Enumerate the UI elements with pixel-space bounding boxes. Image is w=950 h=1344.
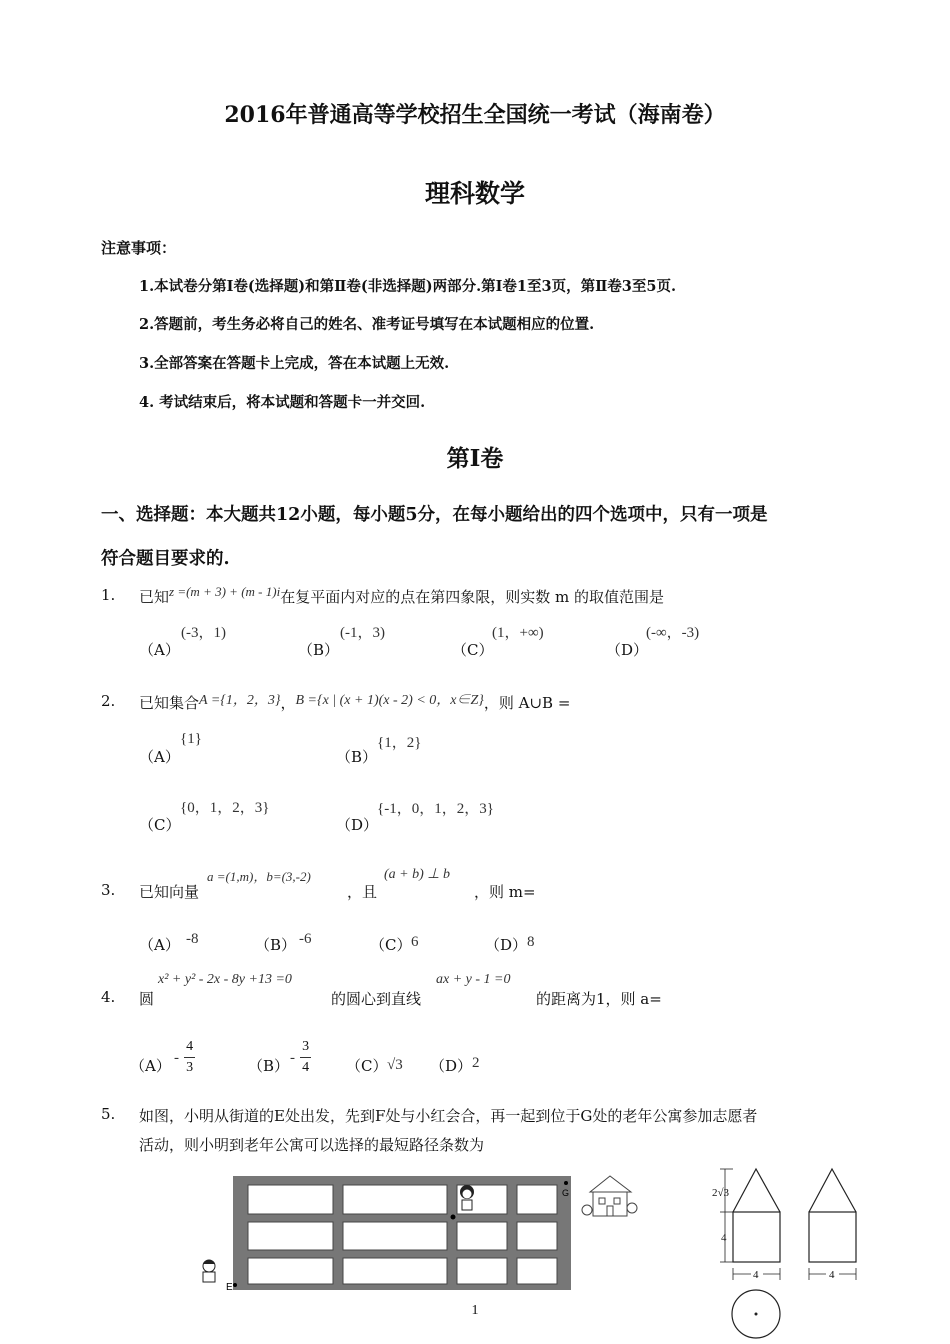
q4-circle-eq: x² + y² - 2x - 8y +13 =0 (158, 972, 292, 987)
option-value: {-1，0，1，2，3} (377, 801, 494, 817)
question-number: 4. (101, 988, 116, 1006)
option-value: (-1，3) (340, 625, 385, 641)
question-post: 的距离为1，则 a= (536, 990, 662, 1008)
question-number: 3. (101, 881, 116, 899)
front-view (733, 1169, 780, 1262)
section-heading-line2: 符合题目要求的. (101, 549, 230, 569)
option-value: {1} (180, 731, 202, 747)
dimension-lines (720, 1169, 856, 1280)
point-g (564, 1181, 568, 1185)
option-value: (-∞，-3) (646, 625, 700, 641)
dim-base-label: 4 (829, 1269, 835, 1281)
q2-set-a: A ={1，2，3} (199, 693, 281, 708)
option-value: {0，1，2，3} (180, 800, 270, 816)
q4-line-eq: ax + y - 1 =0 (436, 972, 511, 987)
option-value: -8 (186, 931, 199, 947)
exam-title: 2016年普通高等学校招生全国统一考试（海南卷） (224, 102, 726, 128)
page-number: 1 (471, 1303, 479, 1318)
option-value: (-3，1) (181, 625, 226, 641)
option-value (174, 1037, 195, 1078)
question-mid: ，且 (347, 883, 378, 901)
option-label: （B） (255, 936, 297, 954)
dim-base-label: 4 (753, 1269, 759, 1281)
notice-item: 3.全部答案在答题卡上完成，答在本试题上无效. (139, 355, 450, 372)
option-label: （A） (139, 748, 180, 766)
question-text (139, 586, 664, 607)
option-label: （B） (298, 641, 340, 659)
question-number: 5. (101, 1105, 116, 1123)
option-label: （B） (336, 748, 378, 766)
dim-side-label: 4 (721, 1232, 727, 1244)
option-value: -6 (299, 931, 312, 947)
label-e: E (226, 1282, 233, 1293)
option-label: （C） (452, 641, 494, 659)
fraction-sign: - (174, 1050, 179, 1066)
question-text (139, 692, 570, 713)
option-label: （D） (430, 1057, 473, 1075)
dim-height-label: 2√3 (712, 1187, 730, 1199)
numerator: 3 (300, 1037, 311, 1058)
option-label: （A） (139, 641, 180, 659)
question-text-line1: 如图，小明从街道的E处出发，先到F处与小红会合，再一起到位于G处的老年公寓参加志愿者 (139, 1107, 758, 1125)
question-number: 2. (101, 692, 116, 710)
fraction-sign: - (290, 1050, 295, 1066)
option-value: 6 (411, 934, 419, 950)
side-view (809, 1169, 856, 1262)
question-post: ，则 m= (474, 883, 536, 901)
q2-post: ，则 A∪B = (483, 694, 571, 712)
boy-figure (203, 1260, 215, 1282)
q2-set-b: B ={x | (x + 1)(x - 2) < 0，x∈Z} (295, 693, 484, 708)
volume-heading: 第Ⅰ卷 (446, 445, 504, 472)
option-value: 8 (527, 934, 535, 950)
fraction (184, 1037, 195, 1078)
house-icon (582, 1176, 637, 1216)
q1-formula: z =(m + 3) + (m - 1)i (169, 584, 281, 599)
point-e (233, 1283, 237, 1287)
denominator: 4 (302, 1060, 310, 1075)
option-label: （D） (485, 936, 528, 954)
q1-post: 在复平面内对应的点在第四象限，则实数 m 的取值范围是 (280, 588, 664, 606)
option-value: (1，+∞) (492, 625, 544, 641)
q2-pre: 已知集合 (139, 694, 200, 712)
option-label: （C） (346, 1057, 388, 1075)
question-pre: 圆 (139, 990, 155, 1008)
subject-title: 理科数学 (424, 179, 525, 208)
street-grid-figure (195, 1170, 645, 1295)
option-label: （C） (139, 816, 181, 834)
q2-comma: ， (280, 694, 296, 712)
notice-heading: 注意事项： (101, 239, 177, 257)
question-pre: 已知向量 (139, 883, 200, 901)
option-value: 2 (472, 1055, 480, 1071)
option-label: （A） (139, 936, 180, 954)
q1-pre: 已知 (139, 588, 170, 606)
notice-item: 1.本试卷分第Ⅰ卷(选择题)和第Ⅱ卷(非选择题)两部分.第Ⅰ卷1至3页，第Ⅱ卷3至5页. (139, 278, 677, 295)
section-heading-line1: 一、选择题：本大题共12小题，每小题5分，在每小题给出的四个选项中，只有一项是 (101, 505, 768, 525)
q3-condition: (a + b) ⊥ b (384, 867, 450, 882)
notice-item: 2.答题前，考生务必将自己的姓名、准考证号填写在本试题相应的位置. (139, 316, 595, 333)
option-value: √3 (387, 1057, 403, 1073)
option-label: （A） (130, 1057, 171, 1075)
point-f (451, 1215, 456, 1220)
option-label: （D） (336, 816, 379, 834)
question-text-line2: 活动，则小明到老年公寓可以选择的最短路径条数为 (139, 1136, 485, 1154)
option-label: （B） (248, 1057, 290, 1075)
option-value (290, 1037, 311, 1078)
q3-vectors: a =(1,m)，b=(3,-2) (207, 869, 311, 884)
numerator: 4 (184, 1037, 195, 1058)
question-mid: 的圆心到直线 (331, 990, 422, 1008)
denominator: 3 (186, 1060, 194, 1075)
option-label: （C） (370, 936, 412, 954)
question-number: 1. (101, 586, 116, 604)
option-label: （D） (606, 641, 649, 659)
fraction (300, 1037, 311, 1078)
label-g: G (562, 1188, 570, 1198)
notice-item: 4. 考试结束后，将本试题和答题卡一并交回. (139, 394, 426, 411)
option-value: {1，2} (377, 735, 422, 751)
